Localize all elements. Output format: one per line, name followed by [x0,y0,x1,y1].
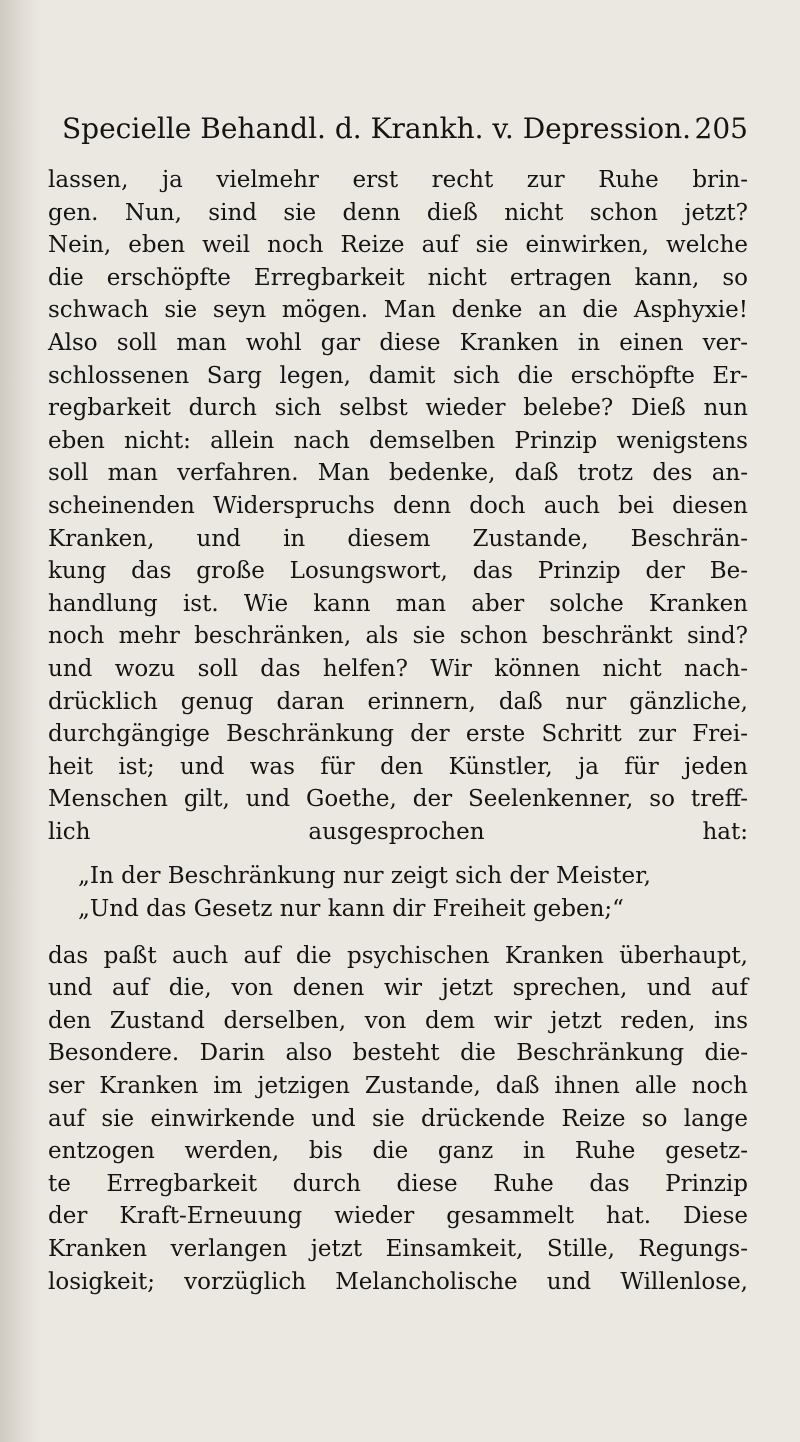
text-line: Kranken verlangen jetzt Einsamkeit, Stille, Regungs- [48,1236,748,1262]
text-line: lich ausgesprochen hat: [48,818,748,845]
text-line: entzogen werden, bis die ganz in Ruhe gesetz- [48,1138,748,1165]
text-line: das paßt auch auf die psychischen Kranken überhaupt, [48,942,748,969]
text-line: schlossenen Sarg legen, damit sich die erschöpfte Er- [48,362,748,389]
running-header [48,112,748,152]
text-line: der Kraft-Erneuung wieder gesammelt hat. Diese [48,1203,748,1230]
running-title: Specielle Behandl. d. Krankh. v. Depression. [62,112,692,145]
text-line: „Und das Gesetz nur kann dir Freiheit geben;“ [78,896,624,923]
text-line: gen. Nun, sind sie denn dieß nicht schon jetzt? [48,199,748,226]
text-line: durchgängige Beschränkung der erste Schritt zur Frei- [48,721,748,748]
text-line: schwach sie seyn mögen. Man denke an die Asphyxie! [48,297,748,324]
text-line: Kranken, und in diesem Zustande, Beschrän- [48,525,748,552]
text-line: Nein, eben weil noch Reize auf sie einwirken, welche [48,232,748,259]
text-line: kung das große Losungswort, das Prinzip der Be- [48,558,748,585]
text-line: noch mehr beschränken, als sie schon beschränkt sind? [48,623,748,650]
paragraph-2 [48,940,748,1299]
text-line: drücklich genug daran erinnern, daß nur gänzliche, [48,688,748,715]
text-line: eben nicht: allein nach demselben Prinzip wenigstens [48,427,748,454]
text-line: heit ist; und was für den Künstler, ja für jeden [48,753,748,780]
text-line: und wozu soll das helfen? Wir können nicht nach- [48,655,748,682]
text-line: losigkeit; vorzüglich Melancholische und Willenlose, [48,1268,748,1295]
text-line: „In der Beschränkung nur zeigt sich der Meister, [78,863,651,890]
text-line: regbarkeit durch sich selbst wieder belebe? Dieß nun [48,395,748,422]
text-line: den Zustand derselben, von dem wir jetzt reden, ins [48,1007,748,1034]
text-line: Also soll man wohl gar diese Kranken in einen ver- [48,329,748,356]
text-line: te Erregbarkeit durch diese Ruhe das Prinzip [48,1170,748,1197]
text-line: ser Kranken im jetzigen Zustande, daß ihnen alle noch [48,1073,748,1100]
text-line: soll man verfahren. Man bedenke, daß trotz des an- [48,460,748,487]
paragraph-1 [48,164,748,848]
text-line: Menschen gilt, und Goethe, der Seelenkenner, so treff- [48,786,748,813]
page-content [48,112,748,1298]
text-line: Besondere. Darin also besteht die Beschränkung die- [48,1040,748,1067]
text-line: scheinenden Widerspruchs denn doch auch bei diesen [48,492,748,519]
text-line: auf sie einwirkende und sie drückende Reize so lange [48,1105,748,1132]
text-line: lassen, ja vielmehr erst recht zur Ruhe brin- [48,167,748,193]
goethe-quote [48,860,748,925]
page-gutter-shadow [0,0,40,1442]
text-line: die erschöpfte Erregbarkeit nicht ertragen kann, so [48,264,748,291]
text-line: und auf die, von denen wir jetzt sprechen, und auf [48,975,748,1002]
text-line: handlung ist. Wie kann man aber solche Kranken [48,590,748,617]
page-number: 205 [694,112,748,145]
